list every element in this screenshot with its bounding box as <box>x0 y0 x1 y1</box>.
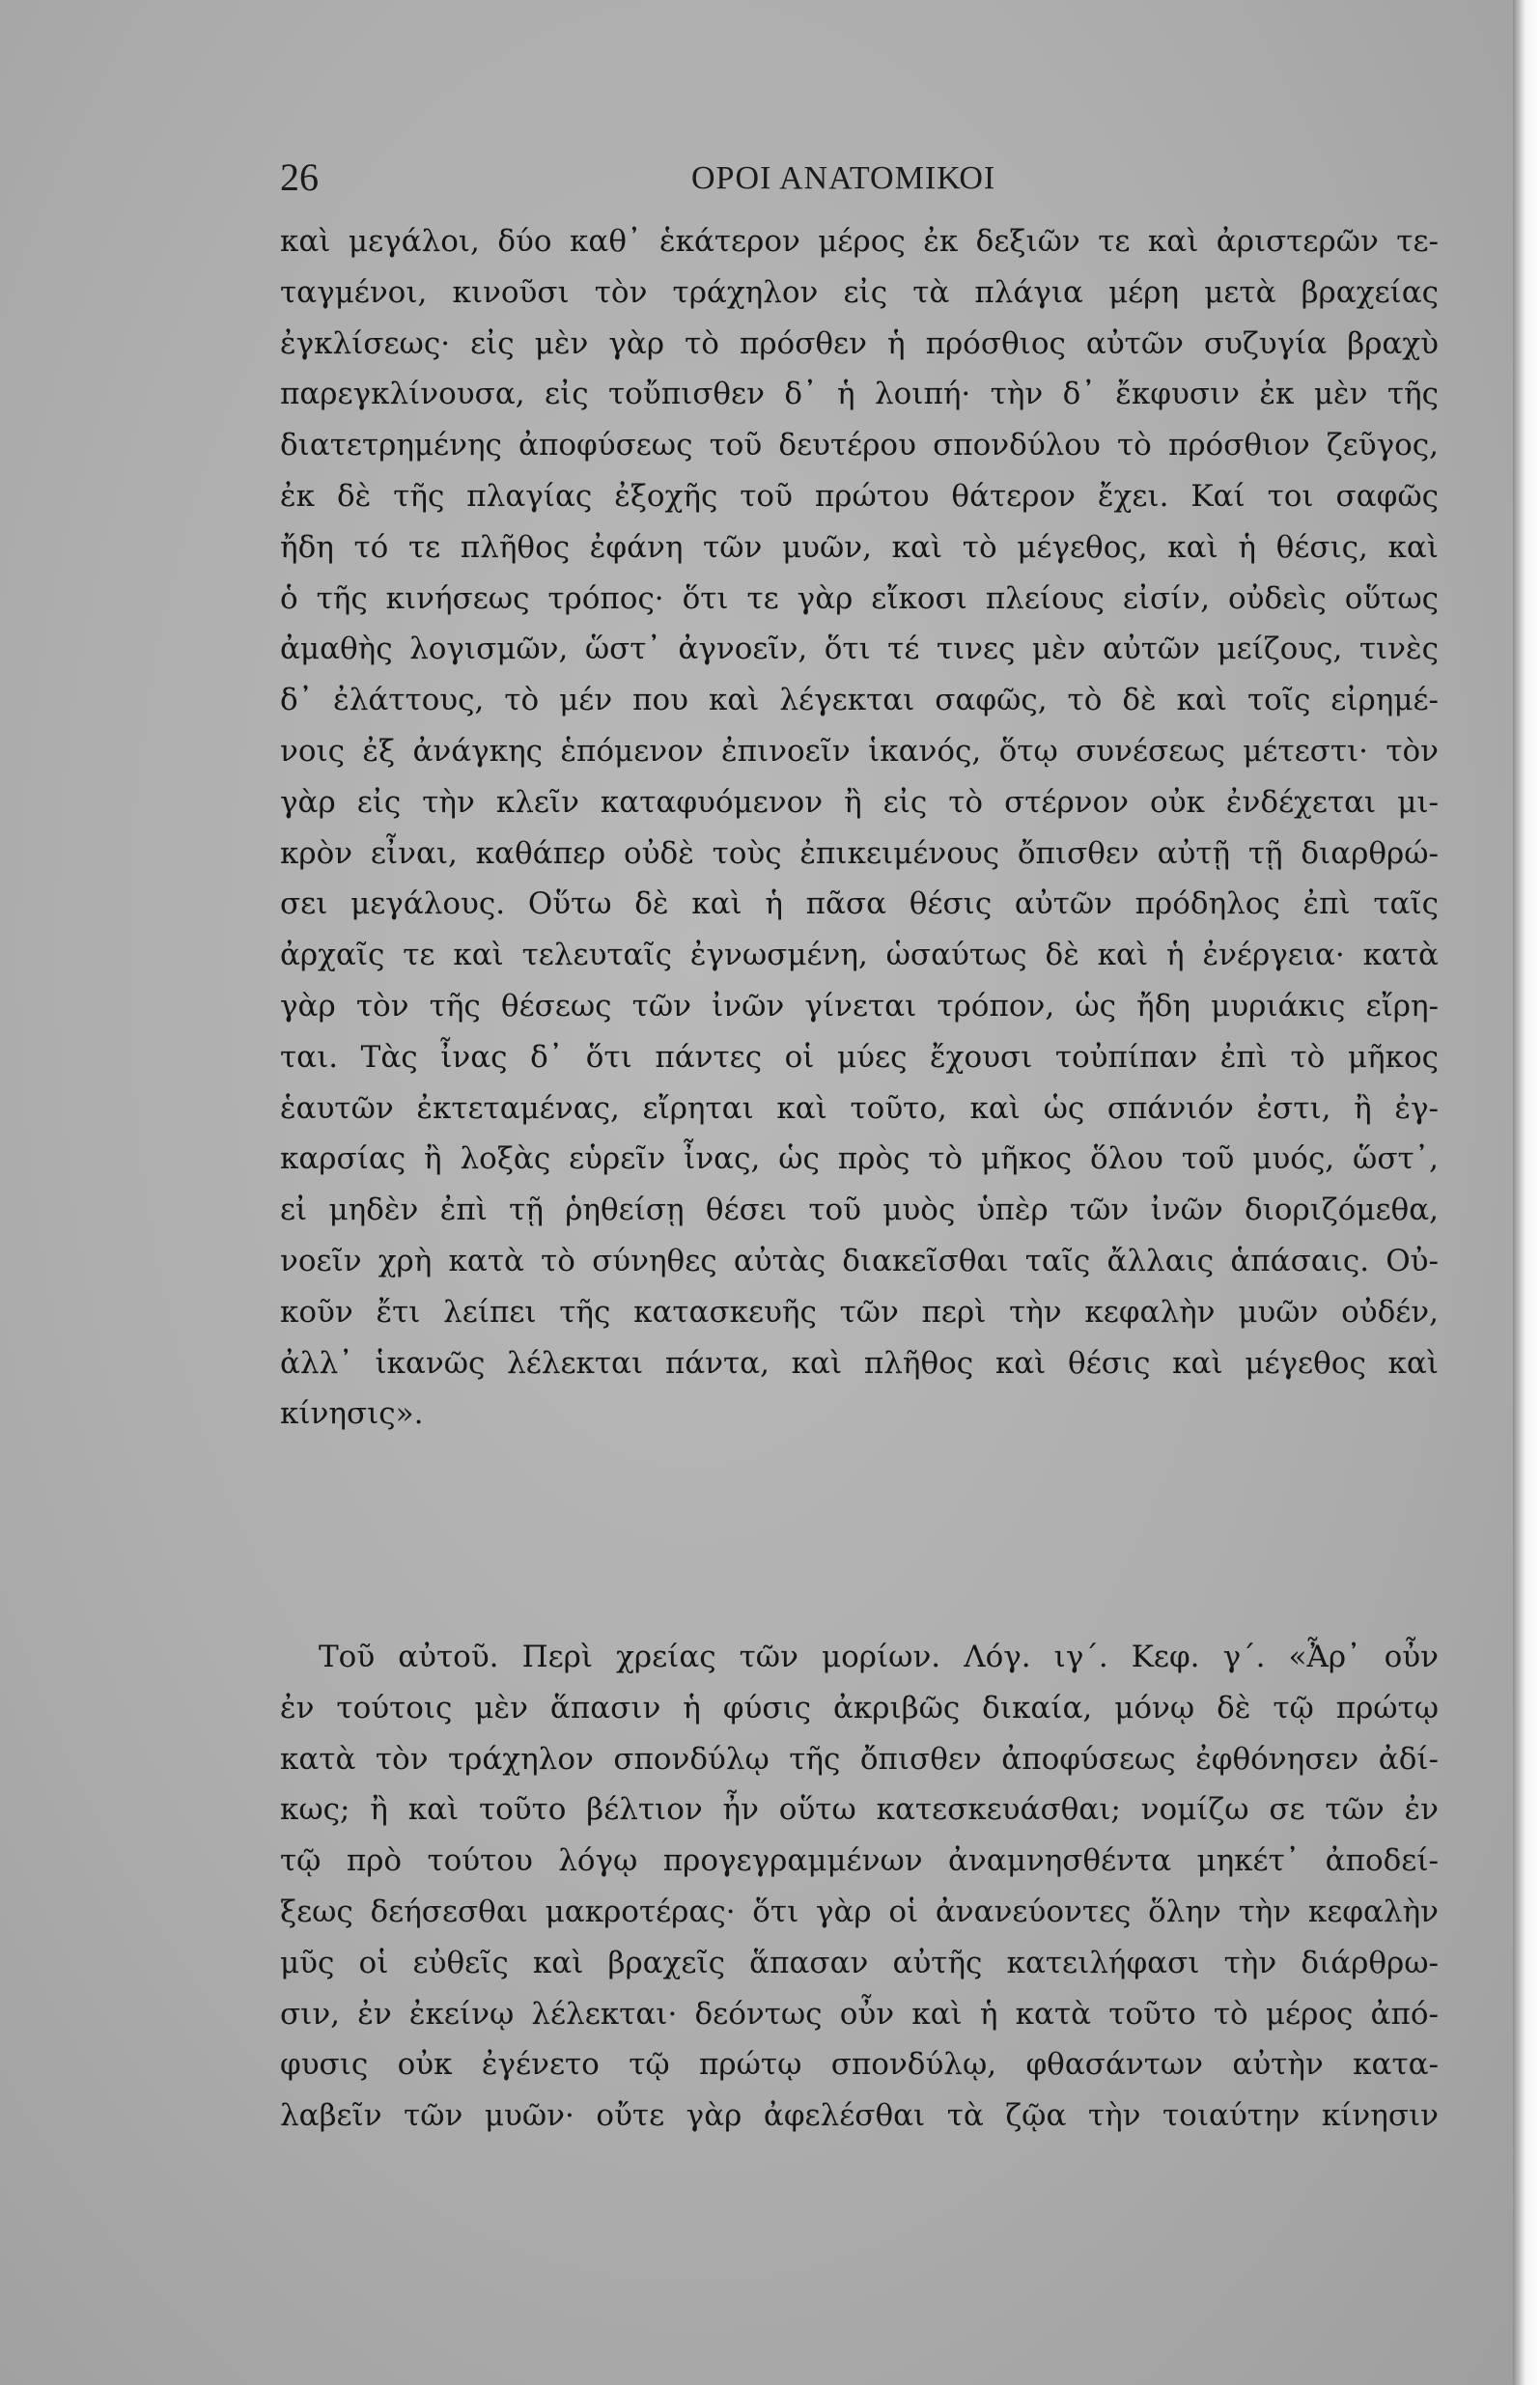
text-line: ται. Τὰς ἶνας δ᾽ ὅτι πάντες οἱ μύες ἔχουσι τοὐπίπαν ἐπὶ τὸ μῆκος <box>280 1039 1439 1075</box>
text-line: καὶ μεγάλοι, δύο καθ᾽ ἑκάτερον μέρος ἐκ δεξιῶν τε καὶ ἀριστερῶν τε- <box>280 224 1439 259</box>
text-line: ἤδη τό τε πλῆθος ἐφάνη τῶν μυῶν, καὶ τὸ μέγεθος, καὶ ἡ θέσις, καὶ <box>280 529 1439 565</box>
paragraph-1 <box>280 216 1439 1440</box>
text-line: κατὰ τὸν τράχηλον σπονδύλῳ τῆς ὄπισθεν ἀποφύσεως ἐφθόνησεν ἀδί- <box>280 1741 1439 1777</box>
text-line: καρσίας ἢ λοξὰς εὑρεῖν ἶνας, ὡς πρὸς τὸ μῆκος ὅλου τοῦ μυός, ὥστ᾽, <box>280 1141 1439 1177</box>
page-number: 26 <box>280 155 319 199</box>
text-line: σιν, ἐν ἐκείνῳ λέλεκται· δεόντως οὖν καὶ ἡ κατὰ τοῦτο τὸ μέρος ἀπό- <box>280 1996 1439 2032</box>
text-line: ἐκ δὲ τῆς πλαγίας ἐξοχῆς τοῦ πρώτου θάτερον ἔχει. Καί τοι σαφῶς <box>280 478 1439 514</box>
text-line: ἀλλ᾽ ἱκανῶς λέλεκται πάντα, καὶ πλῆθος καὶ θέσις καὶ μέγεθος καὶ <box>280 1345 1439 1381</box>
text-line: γὰρ εἰς τὴν κλεῖν καταφυόμενον ἢ εἰς τὸ στέρνον οὐκ ἐνδέχεται μι- <box>280 784 1439 820</box>
text-line: διατετρημένης ἀποφύσεως τοῦ δευτέρου σπονδύλου τὸ πρόσθιον ζεῦγος, <box>280 428 1439 463</box>
paragraph-2 <box>280 1632 1439 2142</box>
text-line: ἐγκλίσεως· εἰς μὲν γὰρ τὸ πρόσθεν ἡ πρόσθιος αὐτῶν συζυγία βραχὺ <box>280 325 1439 361</box>
text-line: νοις ἐξ ἀνάγκης ἑπόμενον ἐπινοεῖν ἱκανός, ὅτῳ συνέσεως μέτεστι· τὸν <box>280 733 1439 769</box>
text-line: μῦς οἱ εὐθεῖς καὶ βραχεῖς ἅπασαν αὐτῆς κατειλήφασι τὴν διάρθρω- <box>280 1945 1439 1980</box>
page-edge <box>1513 0 1540 2385</box>
page-header <box>280 145 1448 203</box>
text-line: ξεως δεήσεσθαι μακροτέρας· ὅτι γὰρ οἱ ἀνανεύοντες ὅλην τὴν κεφαλὴν <box>280 1894 1439 1929</box>
text-line: ὁ τῆς κινήσεως τρόπος· ὅτι τε γὰρ εἴκοσι πλείους εἰσίν, οὐδεὶς οὕτως <box>280 580 1439 616</box>
text-line: ἀρχαῖς τε καὶ τελευταῖς ἐγνωσμένη, ὡσαύτως δὲ καὶ ἡ ἐνέργεια· κατὰ <box>280 938 1439 973</box>
text-line: ἐν τούτοις μὲν ἅπασιν ἡ φύσις ἀκριβῶς δικαία, μόνῳ δὲ τῷ πρώτῳ <box>280 1690 1439 1726</box>
text-line: Τοῦ αὐτοῦ. Περὶ χρείας τῶν μορίων. Λόγ. ιγ΄. Κεφ. γ΄. «Ἆρ᾽ οὖν <box>319 1640 1439 1674</box>
text-line: νοεῖν χρὴ κατὰ τὸ σύνηθες αὐτὰς διακεῖσθαι ταῖς ἄλλαις ἁπάσαις. Οὐ- <box>280 1243 1439 1278</box>
text-line: ἑαυτῶν ἐκτεταμένας, εἴρηται καὶ τοῦτο, καὶ ὡς σπάνιόν ἐστι, ἢ ἐγ- <box>280 1090 1439 1126</box>
text-line: δ᾽ ἐλάττους, τὸ μέν που καὶ λέγεκται σαφῶς, τὸ δὲ καὶ τοῖς εἰρημέ- <box>280 683 1439 718</box>
text-line: τῷ πρὸ τούτου λόγῳ προγεγραμμένων ἀναμνησθέντα μηκέτ᾽ ἀποδεί- <box>280 1843 1439 1879</box>
text-line: κρὸν εἶναι, καθάπερ οὐδὲ τοὺς ἐπικειμένους ὄπισθεν αὐτῇ τῇ διαρθρώ- <box>280 835 1439 871</box>
text-line: λαβεῖν τῶν μυῶν· οὔτε γὰρ ἀφελέσθαι τὰ ζῷα τὴν τοιαύτην κίνησιν <box>280 2098 1439 2134</box>
text-line: φυσις οὐκ ἐγένετο τῷ πρώτῳ σπονδύλῳ, φθασάντων αὐτὴν κατα- <box>280 2047 1439 2083</box>
text-line: σει μεγάλους. Οὕτω δὲ καὶ ἡ πᾶσα θέσις αὐτῶν πρόδηλος ἐπὶ ταῖς <box>280 886 1439 922</box>
text-line: εἰ μηδὲν ἐπὶ τῇ ῥηθείσῃ θέσει τοῦ μυὸς ὑπὲρ τῶν ἰνῶν διοριζόμεθα, <box>280 1192 1439 1228</box>
text-line: παρεγκλίνουσα, εἰς τοὔπισθεν δ᾽ ἡ λοιπή· τὴν δ᾽ ἔκφυσιν ἐκ μὲν τῆς <box>280 377 1439 412</box>
running-head: ΟΡΟΙ ΑΝΑΤΟΜΙΚΟΙ <box>691 160 996 196</box>
text-line: κοῦν ἔτι λείπει τῆς κατασκευῆς τῶν περὶ τὴν κεφαλὴν μυῶν οὐδέν, <box>280 1294 1439 1330</box>
text-line: γὰρ τὸν τῆς θέσεως τῶν ἰνῶν γίνεται τρόπον, ὡς ἤδη μυριάκις εἴρη- <box>280 988 1439 1024</box>
text-line: κως; ἢ καὶ τοῦτο βέλτιον ἦν οὕτω κατεσκευάσθαι; νομίζω σε τῶν ἐν <box>280 1792 1439 1828</box>
text-line: ἀμαθὴς λογισμῶν, ὥστ᾽ ἀγνοεῖν, ὅτι τέ τινες μὲν αὐτῶν μείζους, τινὲς <box>280 631 1439 667</box>
text-line: ταγμένοι, κινοῦσι τὸν τράχηλον εἰς τὰ πλάγια μέρη μετὰ βραχείας <box>280 274 1439 310</box>
text-line: κίνησις». <box>280 1396 424 1432</box>
